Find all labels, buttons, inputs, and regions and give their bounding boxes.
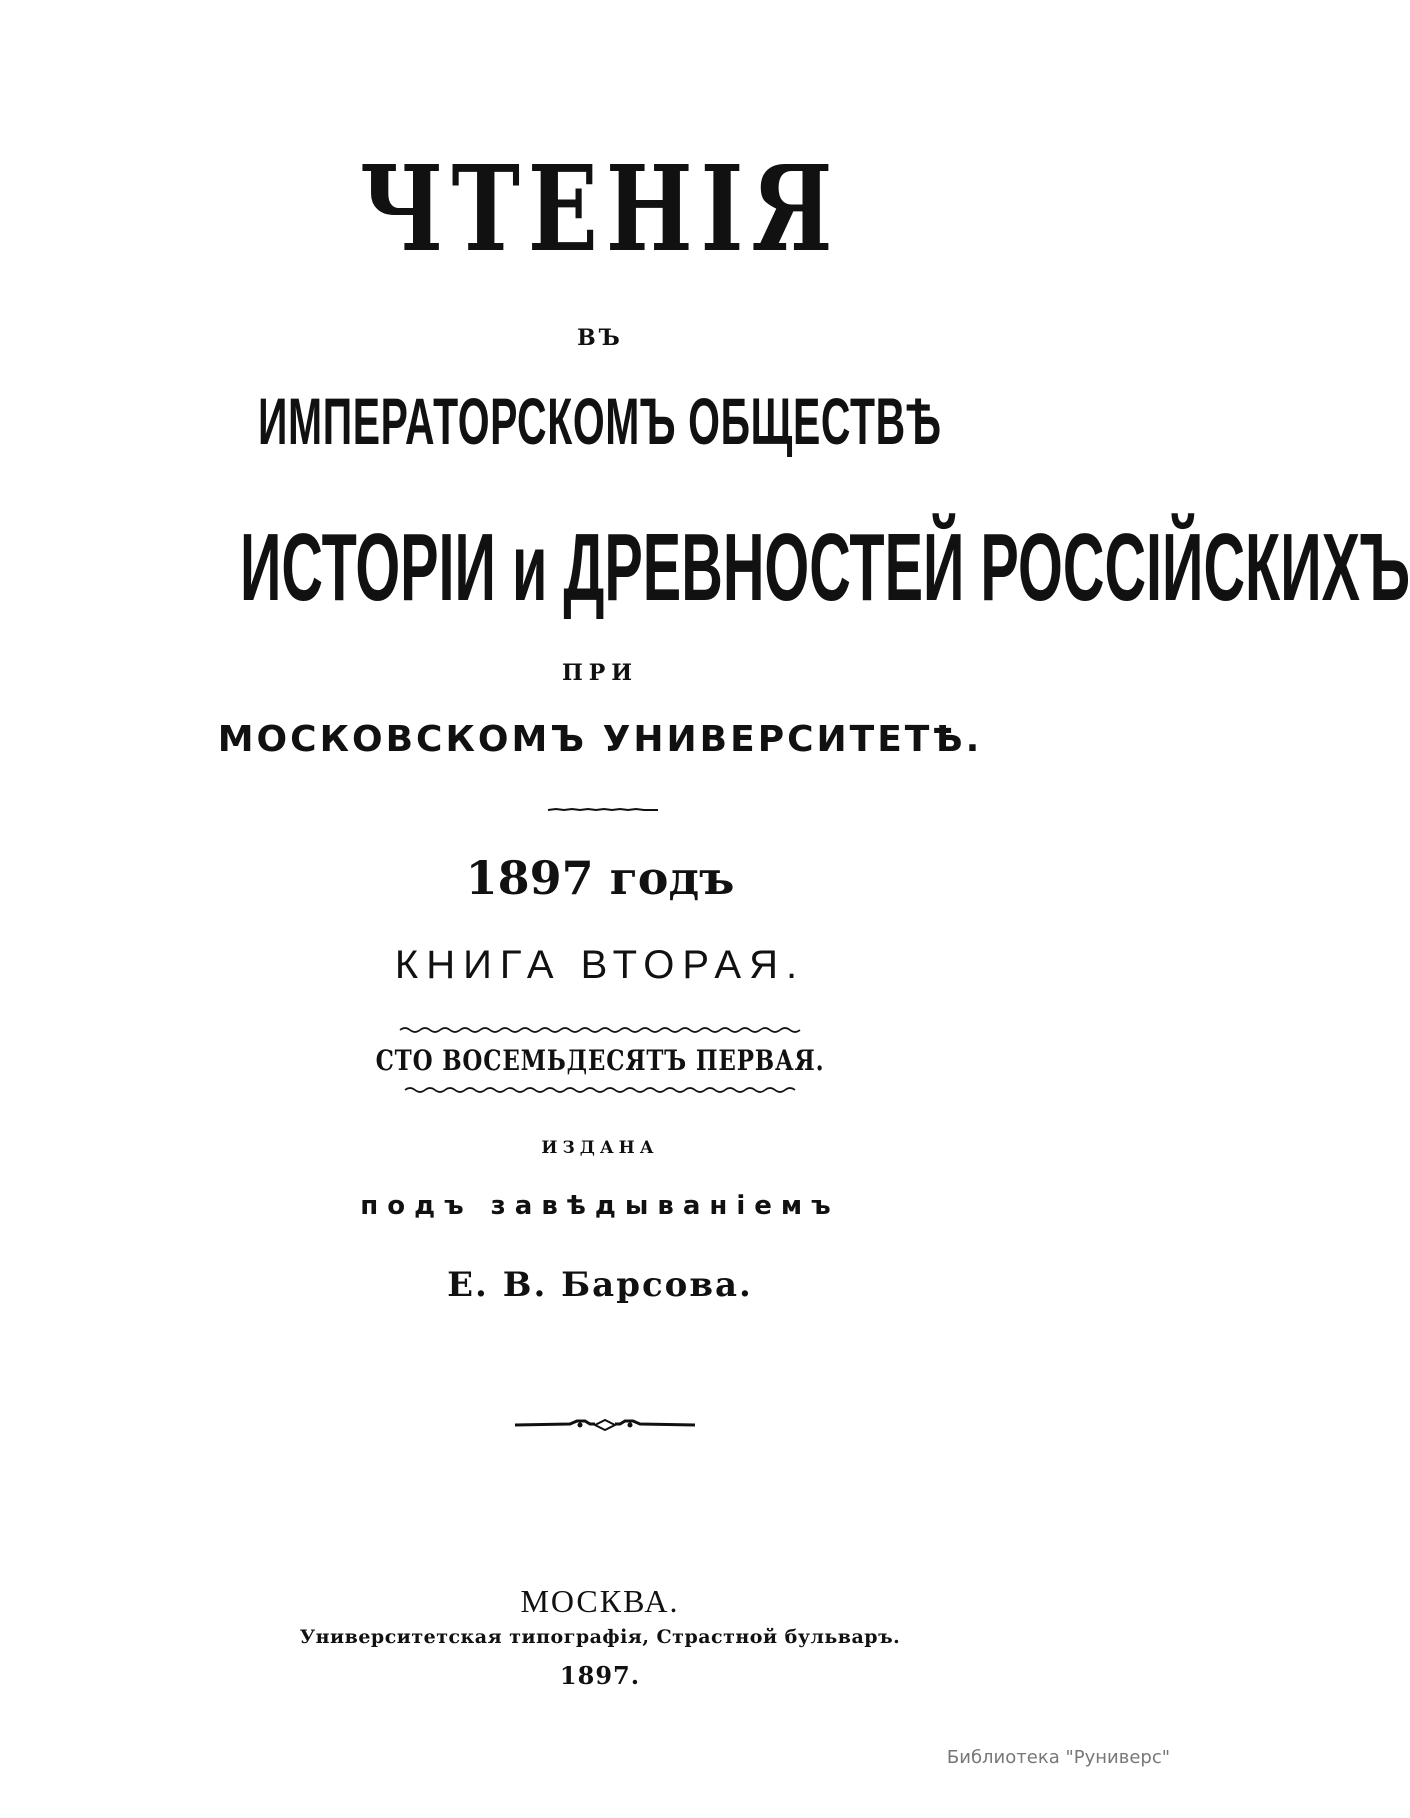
society-name-line-2: ИСТОРІИ и ДРЕВНОСТЕЙ РОССІЙСКИХЪ	[240, 514, 1410, 621]
preposition-v: ВЪ	[577, 325, 623, 351]
university-name: МОСКОВСКОМЪ УНИВЕРСИТЕТѢ.	[217, 719, 983, 760]
preposition-pri: ПРИ	[561, 660, 639, 686]
publication-year: 1897.	[559, 1661, 641, 1690]
library-watermark: Библиотека "Руниверс"	[946, 1747, 1170, 1768]
society-name-line-1: ИМПЕРАТОРСКОМЪ ОБЩЕСТВѢ	[257, 384, 943, 458]
volume-ordinal: СТО ВОСЕМЬДЕСЯТЪ ПЕРВАЯ.	[375, 1044, 825, 1077]
printing-house: Университетская типографія, Страстной бульваръ.	[299, 1626, 901, 1648]
editor-name: Е. В. Барсова.	[447, 1265, 753, 1305]
city-of-publication: МОСКВА.	[520, 1583, 680, 1619]
wavy-rule-upper	[400, 1025, 800, 1035]
volume-year: 1897 годъ	[465, 851, 735, 905]
under-direction-label: подъ завѣдываніемъ	[360, 1191, 840, 1221]
divider-rule-top	[548, 806, 658, 814]
book-number: КНИГА ВТОРАЯ.	[394, 943, 806, 987]
wavy-rule-lower	[405, 1085, 795, 1095]
ornament-flourish-icon	[515, 1415, 695, 1435]
main-title: ЧТЕНІЯ	[359, 139, 841, 278]
published-label: ИЗДАНА	[541, 1138, 659, 1158]
